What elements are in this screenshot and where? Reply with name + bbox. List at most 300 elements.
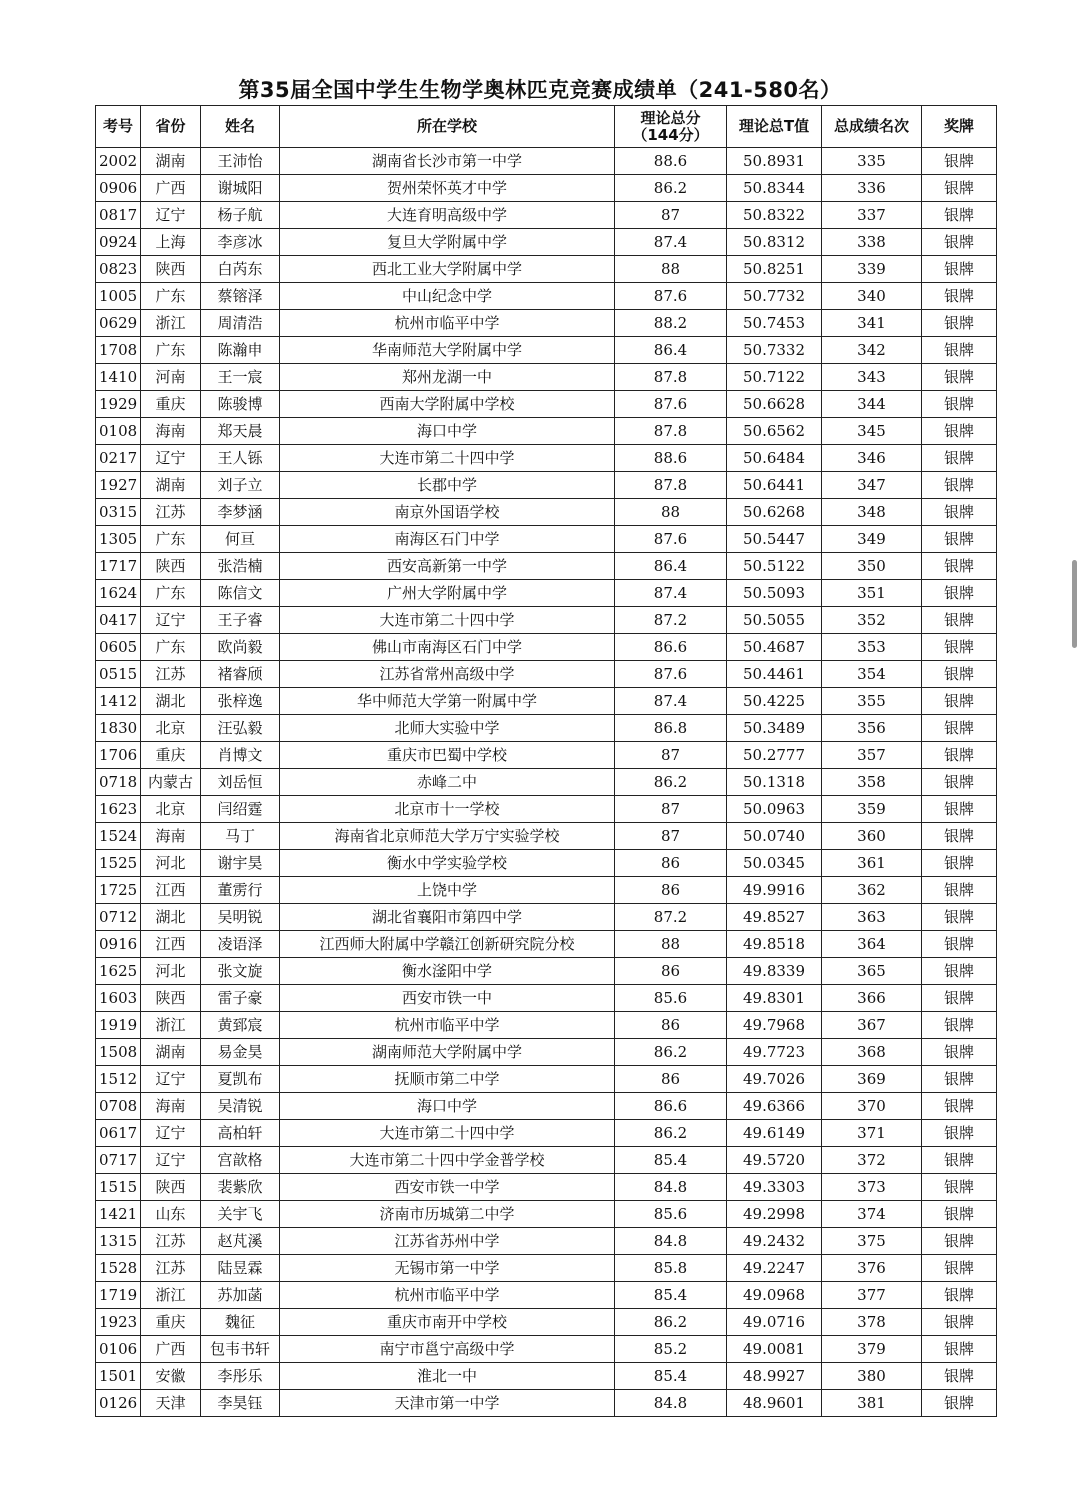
cell-id: 1005 <box>96 283 141 310</box>
cell-rank: 369 <box>822 1066 922 1093</box>
cell-province: 辽宁 <box>141 607 201 634</box>
cell-school: 海口中学 <box>280 1093 615 1120</box>
cell-name: 王一宸 <box>201 364 280 391</box>
cell-medal: 银牌 <box>922 931 997 958</box>
cell-province: 江苏 <box>141 1228 201 1255</box>
cell-id: 0906 <box>96 175 141 202</box>
header-rank: 总成绩名次 <box>822 106 922 148</box>
cell-province: 江苏 <box>141 661 201 688</box>
cell-province: 海南 <box>141 823 201 850</box>
cell-medal: 银牌 <box>922 445 997 472</box>
cell-school: 江苏省苏州中学 <box>280 1228 615 1255</box>
cell-id: 1603 <box>96 985 141 1012</box>
table-row <box>96 1039 997 1066</box>
cell-name: 白芮东 <box>201 256 280 283</box>
cell-id: 0106 <box>96 1336 141 1363</box>
cell-province: 广西 <box>141 1336 201 1363</box>
cell-score: 88 <box>615 499 727 526</box>
cell-school: 海南省北京师范大学万宁实验学校 <box>280 823 615 850</box>
cell-school: 杭州市临平中学 <box>280 310 615 337</box>
cell-province: 辽宁 <box>141 1120 201 1147</box>
cell-tvalue: 50.5122 <box>727 553 822 580</box>
table-row <box>96 310 997 337</box>
header-score-line2: （144分） <box>632 125 709 144</box>
cell-tvalue: 50.6628 <box>727 391 822 418</box>
cell-name: 李彦冰 <box>201 229 280 256</box>
cell-province: 重庆 <box>141 391 201 418</box>
cell-id: 1305 <box>96 526 141 553</box>
cell-province: 广东 <box>141 337 201 364</box>
cell-tvalue: 50.3489 <box>727 715 822 742</box>
table-row <box>96 256 997 283</box>
cell-province: 湖北 <box>141 904 201 931</box>
cell-medal: 银牌 <box>922 391 997 418</box>
cell-tvalue: 49.2247 <box>727 1255 822 1282</box>
cell-id: 1421 <box>96 1201 141 1228</box>
cell-score: 88 <box>615 256 727 283</box>
cell-province: 海南 <box>141 1093 201 1120</box>
cell-province: 北京 <box>141 796 201 823</box>
cell-name: 凌语泽 <box>201 931 280 958</box>
cell-tvalue: 49.9916 <box>727 877 822 904</box>
cell-school: 西南大学附属中学校 <box>280 391 615 418</box>
cell-school: 上饶中学 <box>280 877 615 904</box>
cell-school: 湖南省长沙市第一中学 <box>280 148 615 175</box>
cell-school: 江西师大附属中学赣江创新研究院分校 <box>280 931 615 958</box>
cell-tvalue: 50.8312 <box>727 229 822 256</box>
table-row <box>96 418 997 445</box>
cell-rank: 361 <box>822 850 922 877</box>
cell-name: 褚睿颀 <box>201 661 280 688</box>
cell-score: 86 <box>615 958 727 985</box>
cell-province: 河北 <box>141 850 201 877</box>
cell-province: 辽宁 <box>141 202 201 229</box>
cell-name: 陈瀚申 <box>201 337 280 364</box>
cell-name: 周清浩 <box>201 310 280 337</box>
cell-id: 1725 <box>96 877 141 904</box>
cell-rank: 347 <box>822 472 922 499</box>
cell-tvalue: 49.8518 <box>727 931 822 958</box>
cell-medal: 银牌 <box>922 742 997 769</box>
cell-medal: 银牌 <box>922 904 997 931</box>
cell-school: 重庆市巴蜀中学校 <box>280 742 615 769</box>
cell-school: 中山纪念中学 <box>280 283 615 310</box>
cell-school: 赤峰二中 <box>280 769 615 796</box>
cell-medal: 银牌 <box>922 796 997 823</box>
cell-name: 张浩楠 <box>201 553 280 580</box>
cell-tvalue: 50.0740 <box>727 823 822 850</box>
cell-name: 杨子航 <box>201 202 280 229</box>
cell-rank: 336 <box>822 175 922 202</box>
table-row <box>96 769 997 796</box>
cell-province: 湖南 <box>141 1039 201 1066</box>
cell-id: 1525 <box>96 850 141 877</box>
cell-province: 上海 <box>141 229 201 256</box>
cell-id: 0126 <box>96 1390 141 1417</box>
cell-score: 86.2 <box>615 175 727 202</box>
cell-tvalue: 50.4687 <box>727 634 822 661</box>
cell-id: 1623 <box>96 796 141 823</box>
cell-id: 0924 <box>96 229 141 256</box>
cell-medal: 银牌 <box>922 1120 997 1147</box>
cell-medal: 银牌 <box>922 418 997 445</box>
cell-id: 1929 <box>96 391 141 418</box>
cell-rank: 340 <box>822 283 922 310</box>
cell-province: 广东 <box>141 526 201 553</box>
cell-rank: 341 <box>822 310 922 337</box>
header-medal: 奖牌 <box>922 106 997 148</box>
cell-name: 谢城阳 <box>201 175 280 202</box>
cell-province: 浙江 <box>141 1012 201 1039</box>
table-row <box>96 823 997 850</box>
table-row <box>96 1282 997 1309</box>
cell-name: 陈信文 <box>201 580 280 607</box>
cell-id: 1624 <box>96 580 141 607</box>
cell-province: 辽宁 <box>141 445 201 472</box>
cell-rank: 337 <box>822 202 922 229</box>
cell-medal: 银牌 <box>922 769 997 796</box>
cell-name: 李彤乐 <box>201 1363 280 1390</box>
cell-school: 衡水中学实验学校 <box>280 850 615 877</box>
cell-score: 87.2 <box>615 904 727 931</box>
cell-id: 0417 <box>96 607 141 634</box>
cell-school: 抚顺市第二中学 <box>280 1066 615 1093</box>
cell-school: 天津市第一中学 <box>280 1390 615 1417</box>
table-row <box>96 742 997 769</box>
cell-province: 陕西 <box>141 256 201 283</box>
table-row <box>96 337 997 364</box>
cell-id: 0717 <box>96 1147 141 1174</box>
cell-name: 易金昊 <box>201 1039 280 1066</box>
table-row <box>96 688 997 715</box>
table-row <box>96 1120 997 1147</box>
table-row <box>96 661 997 688</box>
table-row <box>96 202 997 229</box>
table-row <box>96 1093 997 1120</box>
table-header <box>96 106 997 148</box>
cell-tvalue: 50.8322 <box>727 202 822 229</box>
table-row <box>96 526 997 553</box>
cell-name: 陈骏博 <box>201 391 280 418</box>
cell-id: 1830 <box>96 715 141 742</box>
table-row <box>96 445 997 472</box>
cell-tvalue: 50.5093 <box>727 580 822 607</box>
cell-province: 北京 <box>141 715 201 742</box>
cell-id: 1412 <box>96 688 141 715</box>
cell-score: 85.4 <box>615 1363 727 1390</box>
cell-score: 85.2 <box>615 1336 727 1363</box>
cell-province: 内蒙古 <box>141 769 201 796</box>
table-row <box>96 499 997 526</box>
cell-province: 重庆 <box>141 742 201 769</box>
cell-province: 湖北 <box>141 688 201 715</box>
cell-rank: 343 <box>822 364 922 391</box>
cell-medal: 银牌 <box>922 526 997 553</box>
cell-rank: 344 <box>822 391 922 418</box>
table-row <box>96 715 997 742</box>
cell-medal: 银牌 <box>922 148 997 175</box>
cell-tvalue: 50.4225 <box>727 688 822 715</box>
cell-score: 87.6 <box>615 283 727 310</box>
cell-id: 0629 <box>96 310 141 337</box>
cell-rank: 357 <box>822 742 922 769</box>
cell-medal: 银牌 <box>922 715 997 742</box>
cell-rank: 339 <box>822 256 922 283</box>
cell-name: 肖博文 <box>201 742 280 769</box>
cell-rank: 371 <box>822 1120 922 1147</box>
cell-medal: 银牌 <box>922 364 997 391</box>
cell-score: 86.8 <box>615 715 727 742</box>
cell-rank: 356 <box>822 715 922 742</box>
table-row <box>96 634 997 661</box>
cell-rank: 363 <box>822 904 922 931</box>
cell-score: 87.8 <box>615 472 727 499</box>
header-tvalue: 理论总T值 <box>727 106 822 148</box>
cell-score: 87.6 <box>615 391 727 418</box>
cell-medal: 银牌 <box>922 202 997 229</box>
cell-tvalue: 50.7732 <box>727 283 822 310</box>
cell-school: 湖南师范大学附属中学 <box>280 1039 615 1066</box>
cell-rank: 370 <box>822 1093 922 1120</box>
cell-score: 86.2 <box>615 1309 727 1336</box>
table-row <box>96 1066 997 1093</box>
cell-score: 86.2 <box>615 1120 727 1147</box>
cell-id: 0916 <box>96 931 141 958</box>
cell-rank: 379 <box>822 1336 922 1363</box>
cell-score: 84.8 <box>615 1390 727 1417</box>
cell-id: 0823 <box>96 256 141 283</box>
cell-province: 江西 <box>141 931 201 958</box>
cell-rank: 349 <box>822 526 922 553</box>
cell-tvalue: 49.0081 <box>727 1336 822 1363</box>
cell-province: 辽宁 <box>141 1147 201 1174</box>
cell-province: 湖南 <box>141 148 201 175</box>
table-row <box>96 1012 997 1039</box>
cell-id: 2002 <box>96 148 141 175</box>
cell-score: 88.6 <box>615 445 727 472</box>
cell-name: 吴明锐 <box>201 904 280 931</box>
cell-medal: 银牌 <box>922 310 997 337</box>
cell-id: 0712 <box>96 904 141 931</box>
cell-medal: 银牌 <box>922 661 997 688</box>
header-school: 所在学校 <box>280 106 615 148</box>
cell-medal: 银牌 <box>922 472 997 499</box>
cell-name: 裴紫欣 <box>201 1174 280 1201</box>
cell-rank: 335 <box>822 148 922 175</box>
cell-rank: 372 <box>822 1147 922 1174</box>
cell-school: 长郡中学 <box>280 472 615 499</box>
cell-school: 济南市历城第二中学 <box>280 1201 615 1228</box>
table-row <box>96 1363 997 1390</box>
table-row <box>96 1147 997 1174</box>
cell-medal: 银牌 <box>922 1012 997 1039</box>
cell-name: 李梦涵 <box>201 499 280 526</box>
table-row <box>96 1309 997 1336</box>
cell-tvalue: 49.6366 <box>727 1093 822 1120</box>
cell-id: 1315 <box>96 1228 141 1255</box>
cell-rank: 366 <box>822 985 922 1012</box>
cell-id: 1512 <box>96 1066 141 1093</box>
cell-tvalue: 49.8527 <box>727 904 822 931</box>
cell-school: 西北工业大学附属中学 <box>280 256 615 283</box>
cell-score: 88 <box>615 931 727 958</box>
cell-tvalue: 50.8931 <box>727 148 822 175</box>
table-row <box>96 1201 997 1228</box>
cell-name: 吴清锐 <box>201 1093 280 1120</box>
cell-school: 大连育明高级中学 <box>280 202 615 229</box>
cell-tvalue: 50.7332 <box>727 337 822 364</box>
header-id: 考号 <box>96 106 141 148</box>
cell-province: 陕西 <box>141 553 201 580</box>
cell-school: 大连市第二十四中学 <box>280 1120 615 1147</box>
cell-tvalue: 50.7453 <box>727 310 822 337</box>
cell-rank: 380 <box>822 1363 922 1390</box>
cell-medal: 银牌 <box>922 1255 997 1282</box>
cell-province: 江苏 <box>141 499 201 526</box>
cell-id: 1919 <box>96 1012 141 1039</box>
cell-school: 大连市第二十四中学金普学校 <box>280 1147 615 1174</box>
cell-name: 雷子豪 <box>201 985 280 1012</box>
cell-school: 大连市第二十四中学 <box>280 607 615 634</box>
cell-rank: 375 <box>822 1228 922 1255</box>
cell-province: 江苏 <box>141 1255 201 1282</box>
cell-rank: 367 <box>822 1012 922 1039</box>
cell-score: 86.6 <box>615 634 727 661</box>
cell-province: 安徽 <box>141 1363 201 1390</box>
cell-medal: 银牌 <box>922 1039 997 1066</box>
scrollbar[interactable] <box>1072 560 1077 648</box>
table-row <box>96 364 997 391</box>
cell-province: 天津 <box>141 1390 201 1417</box>
cell-tvalue: 49.7026 <box>727 1066 822 1093</box>
cell-medal: 银牌 <box>922 499 997 526</box>
cell-tvalue: 50.6562 <box>727 418 822 445</box>
table-row <box>96 148 997 175</box>
cell-rank: 353 <box>822 634 922 661</box>
cell-score: 86 <box>615 877 727 904</box>
cell-rank: 358 <box>822 769 922 796</box>
cell-school: 海口中学 <box>280 418 615 445</box>
cell-name: 汪弘毅 <box>201 715 280 742</box>
cell-province: 浙江 <box>141 1282 201 1309</box>
cell-tvalue: 50.0963 <box>727 796 822 823</box>
cell-school: 杭州市临平中学 <box>280 1012 615 1039</box>
cell-score: 87.4 <box>615 688 727 715</box>
cell-rank: 348 <box>822 499 922 526</box>
header-province: 省份 <box>141 106 201 148</box>
cell-rank: 378 <box>822 1309 922 1336</box>
cell-medal: 银牌 <box>922 283 997 310</box>
table-row <box>96 904 997 931</box>
cell-medal: 银牌 <box>922 688 997 715</box>
cell-school: 南海区石门中学 <box>280 526 615 553</box>
cell-score: 84.8 <box>615 1228 727 1255</box>
cell-medal: 银牌 <box>922 1201 997 1228</box>
table-row <box>96 985 997 1012</box>
cell-score: 87 <box>615 823 727 850</box>
table-row <box>96 175 997 202</box>
cell-school: 无锡市第一中学 <box>280 1255 615 1282</box>
cell-medal: 银牌 <box>922 1093 997 1120</box>
cell-id: 1528 <box>96 1255 141 1282</box>
cell-id: 0515 <box>96 661 141 688</box>
table-body <box>96 148 997 1417</box>
cell-score: 87.6 <box>615 661 727 688</box>
cell-rank: 354 <box>822 661 922 688</box>
cell-name: 郑天晨 <box>201 418 280 445</box>
cell-score: 87.4 <box>615 580 727 607</box>
cell-id: 1708 <box>96 337 141 364</box>
cell-score: 88.6 <box>615 148 727 175</box>
cell-name: 马丁 <box>201 823 280 850</box>
cell-province: 广东 <box>141 283 201 310</box>
cell-medal: 银牌 <box>922 337 997 364</box>
cell-name: 高柏轩 <box>201 1120 280 1147</box>
cell-name: 赵芃溪 <box>201 1228 280 1255</box>
cell-score: 87 <box>615 202 727 229</box>
table-row <box>96 850 997 877</box>
cell-school: 淮北一中 <box>280 1363 615 1390</box>
cell-medal: 银牌 <box>922 823 997 850</box>
cell-name: 王沛怡 <box>201 148 280 175</box>
cell-tvalue: 49.7723 <box>727 1039 822 1066</box>
cell-name: 包韦书轩 <box>201 1336 280 1363</box>
cell-tvalue: 50.6268 <box>727 499 822 526</box>
cell-tvalue: 50.8344 <box>727 175 822 202</box>
cell-name: 蔡镕泽 <box>201 283 280 310</box>
cell-school: 湖北省襄阳市第四中学 <box>280 904 615 931</box>
cell-province: 浙江 <box>141 310 201 337</box>
cell-name: 李昊钰 <box>201 1390 280 1417</box>
cell-score: 86 <box>615 850 727 877</box>
cell-name: 闫绍霆 <box>201 796 280 823</box>
cell-tvalue: 49.5720 <box>727 1147 822 1174</box>
cell-id: 1927 <box>96 472 141 499</box>
cell-id: 1706 <box>96 742 141 769</box>
table-row <box>96 607 997 634</box>
table-row <box>96 931 997 958</box>
cell-name: 宫歆格 <box>201 1147 280 1174</box>
cell-id: 1515 <box>96 1174 141 1201</box>
cell-score: 86.2 <box>615 1039 727 1066</box>
cell-id: 1524 <box>96 823 141 850</box>
cell-score: 86.6 <box>615 1093 727 1120</box>
cell-school: 西安市铁一中 <box>280 985 615 1012</box>
page-title: 第35届全国中学生生物学奥林匹克竞赛成绩单（241-580名） <box>238 78 842 102</box>
cell-medal: 银牌 <box>922 958 997 985</box>
cell-tvalue: 48.9601 <box>727 1390 822 1417</box>
cell-name: 王子睿 <box>201 607 280 634</box>
cell-medal: 银牌 <box>922 634 997 661</box>
cell-rank: 352 <box>822 607 922 634</box>
cell-score: 85.8 <box>615 1255 727 1282</box>
cell-rank: 360 <box>822 823 922 850</box>
header-score <box>615 106 727 148</box>
cell-score: 85.6 <box>615 985 727 1012</box>
cell-school: 华中师范大学第一附属中学 <box>280 688 615 715</box>
cell-medal: 银牌 <box>922 1390 997 1417</box>
cell-name: 刘子立 <box>201 472 280 499</box>
cell-medal: 银牌 <box>922 553 997 580</box>
cell-school: 南宁市邕宁高级中学 <box>280 1336 615 1363</box>
cell-school: 南京外国语学校 <box>280 499 615 526</box>
cell-name: 关宇飞 <box>201 1201 280 1228</box>
cell-id: 0708 <box>96 1093 141 1120</box>
cell-medal: 银牌 <box>922 1363 997 1390</box>
cell-medal: 银牌 <box>922 1309 997 1336</box>
cell-school: 复旦大学附属中学 <box>280 229 615 256</box>
cell-school: 北师大实验中学 <box>280 715 615 742</box>
